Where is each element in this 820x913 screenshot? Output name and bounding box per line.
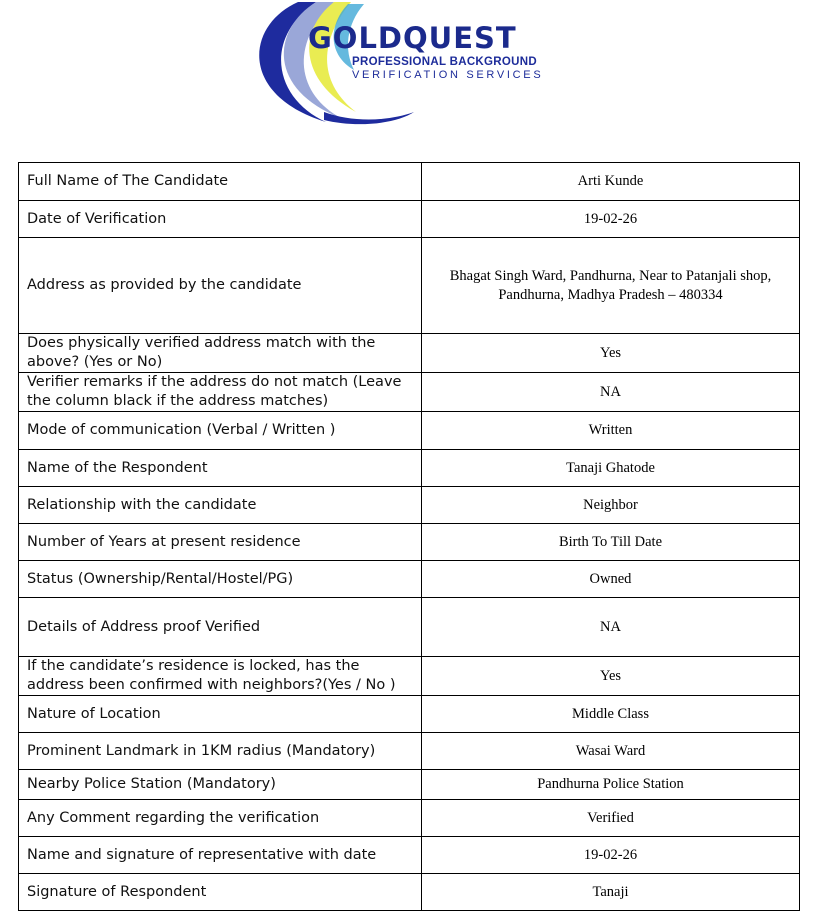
row-label: Name and signature of representative with date (19, 837, 422, 874)
table-row (19, 238, 800, 334)
logo-tagline-line1: PROFESSIONAL BACKGROUND (352, 56, 537, 68)
row-label: Relationship with the candidate (19, 487, 422, 524)
table-row (19, 487, 800, 524)
row-value: 19-02-26 (422, 837, 800, 874)
row-label: Nature of Location (19, 696, 422, 733)
row-value: Tanaji Ghatode (422, 450, 800, 487)
table-row (19, 800, 800, 837)
row-value: Written (422, 412, 800, 450)
row-value: Neighbor (422, 487, 800, 524)
logo-tagline-line2: VERIFICATION SERVICES (352, 69, 544, 81)
row-value: Birth To Till Date (422, 524, 800, 561)
table-row (19, 837, 800, 874)
row-label: Does physically verified address match with the above? (Yes or No) (19, 334, 422, 373)
row-value: 19-02-26 (422, 201, 800, 238)
row-value: Bhagat Singh Ward, Pandhurna, Near to Patanjali shop, Pandhurna, Madhya Pradesh – 480334 (422, 238, 800, 334)
table-row (19, 874, 800, 911)
table-row (19, 733, 800, 770)
row-value: Tanaji (422, 874, 800, 911)
row-label: Any Comment regarding the verification (19, 800, 422, 837)
row-label: Full Name of The Candidate (19, 163, 422, 201)
row-label: Status (Ownership/Rental/Hostel/PG) (19, 561, 422, 598)
row-label: Mode of communication (Verbal / Written ) (19, 412, 422, 450)
row-label: Nearby Police Station (Mandatory) (19, 770, 422, 800)
row-value: NA (422, 598, 800, 657)
row-label: Signature of Respondent (19, 874, 422, 911)
table-row (19, 450, 800, 487)
verification-details-table (18, 162, 800, 911)
table-row (19, 201, 800, 238)
row-value: Arti Kunde (422, 163, 800, 201)
row-label: Details of Address proof Verified (19, 598, 422, 657)
row-label: Name of the Respondent (19, 450, 422, 487)
logo-brand-text: GOLDQUEST (308, 21, 517, 55)
goldquest-logo (236, 0, 586, 130)
row-label: Date of Verification (19, 201, 422, 238)
table-row (19, 770, 800, 800)
row-value: Yes (422, 334, 800, 373)
table-row (19, 561, 800, 598)
table-row (19, 696, 800, 733)
row-value: Yes (422, 657, 800, 696)
table-row (19, 598, 800, 657)
table-row (19, 163, 800, 201)
row-value: Middle Class (422, 696, 800, 733)
row-value: Pandhurna Police Station (422, 770, 800, 800)
row-value: NA (422, 373, 800, 412)
table-row (19, 657, 800, 696)
row-label: If the candidate’s residence is locked, has the address been confirmed with neighbors?(Yes / No ) (19, 657, 422, 696)
row-label: Verifier remarks if the address do not match (Leave the column black if the address matches) (19, 373, 422, 412)
row-value: Owned (422, 561, 800, 598)
table-row (19, 373, 800, 412)
row-value: Wasai Ward (422, 733, 800, 770)
row-label: Address as provided by the candidate (19, 238, 422, 334)
row-label: Prominent Landmark in 1KM radius (Mandatory) (19, 733, 422, 770)
row-value: Verified (422, 800, 800, 837)
row-label: Number of Years at present residence (19, 524, 422, 561)
table-row (19, 412, 800, 450)
table-row (19, 334, 800, 373)
table-row (19, 524, 800, 561)
